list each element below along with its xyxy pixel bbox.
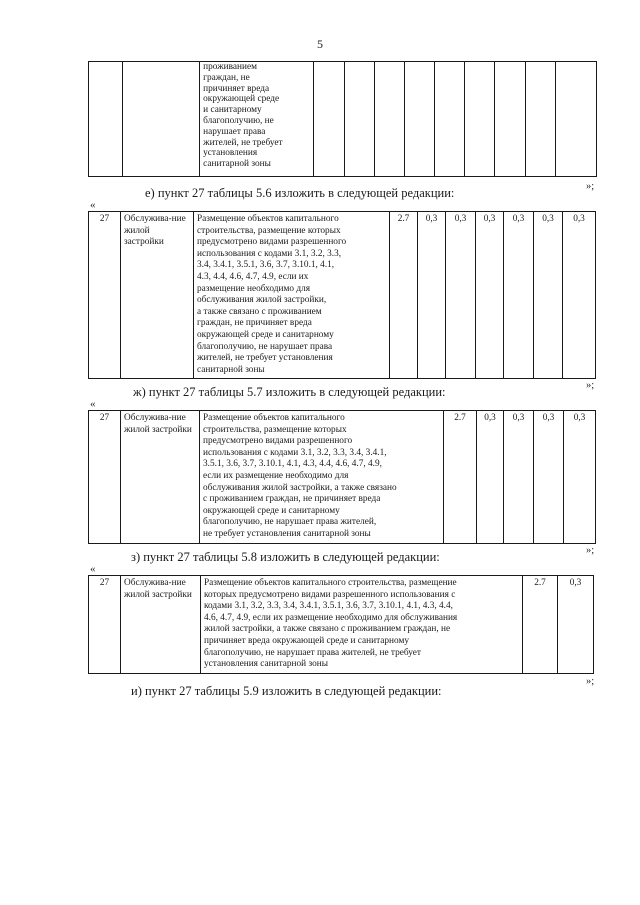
description-line: установления санитарной зоны <box>204 659 328 670</box>
section-heading: е) пункт 27 таблицы 5.6 изложить в следующей редакции: <box>145 186 455 200</box>
row-value: 0,3 <box>446 212 476 379</box>
section-heading: ж) пункт 27 таблицы 5.7 изложить в следующей редакции: <box>133 385 446 399</box>
row-name: Обслужива-ние жилой застройки <box>121 411 200 544</box>
description-line: Размещение объектов капитального <box>203 413 345 423</box>
row-value: 2.7 <box>390 212 418 379</box>
closing-quote: »; <box>586 380 595 391</box>
continuation-table <box>88 61 597 177</box>
cell-value <box>374 62 404 177</box>
description-line: 3.5.1, 3.6, 3.7, 3.10.1, 4.1, 4.3, 4.4, 4.6, 4.7, 4.9, <box>203 459 382 470</box>
row-description <box>201 576 523 674</box>
row-name: Обслужива-ние жилой застройки <box>121 212 194 379</box>
description-line: и санитарному <box>203 105 262 116</box>
row-value: 0,3 <box>476 212 504 379</box>
description-line: не требует установления санитарной зоны <box>203 528 371 539</box>
page-number: 5 <box>317 37 323 51</box>
row-number: 27 <box>89 212 121 379</box>
description-line: обслуживания жилой застройки, а также связано <box>203 482 397 493</box>
cell-value <box>314 62 344 177</box>
description-line: 3.4, 3.4.1, 3.5.1, 3.6, 3.7, 3.10.1, 4.1, <box>197 260 335 271</box>
opening-quote: « <box>90 199 96 211</box>
row-value: 0,3 <box>563 212 596 379</box>
opening-quote: « <box>90 563 96 575</box>
row-description <box>200 411 444 544</box>
description-line: санитарной зоны <box>197 364 265 375</box>
description-line: использования с кодами 3.1, 3.2, 3.3, 3.4, 3.4.1, <box>203 447 387 458</box>
description-line: благополучию, не нарушает права <box>197 341 333 352</box>
closing-quote-final: »; <box>586 676 595 687</box>
description-line: причиняет вреда <box>203 83 270 94</box>
cell-value <box>465 62 495 177</box>
description-line: которых предусмотрено видами разрешенного использования с <box>204 589 456 600</box>
description-line: а также связано с проживанием <box>197 306 322 317</box>
description-line: обслуживания жилой застройки, <box>197 295 327 306</box>
description-line: 4.6, 4.7, 4.9, если их размещение необходимо для обслуживания <box>204 612 458 623</box>
description-line: жителей, не требует установления <box>197 353 333 364</box>
description-line: если их размещение необходимо для <box>203 470 349 481</box>
description-line: окружающей среде <box>203 94 280 105</box>
description-line: предусмотрено видами разрешенного <box>197 237 347 248</box>
cell-number <box>89 62 123 177</box>
description-line: размещение необходимо для <box>197 283 311 294</box>
row-value: 2.7 <box>523 576 558 674</box>
description-line: строительства, размещение которых <box>197 225 341 236</box>
description-line: с проживанием граждан, не причиняет вреда <box>203 494 381 505</box>
row-value: 0,3 <box>564 411 596 544</box>
description-line: использования с кодами 3.1, 3.2, 3.3, <box>197 248 342 259</box>
description-line: 4.3, 4.4, 4.6, 4.7, 4.9, если их <box>197 271 309 282</box>
description-line: благополучию, не нарушает права жителей, не требует <box>204 647 421 658</box>
description-line: нарушает права <box>203 126 266 137</box>
description-line: строительства, размещение которых <box>203 424 347 435</box>
row-value: 0,3 <box>418 212 446 379</box>
description-line: кодами 3.1, 3.2, 3.3, 3.4, 3.4.1, 3.5.1, 3.6, 3.7, 3.10.1, 4.1, 4.3, 4.4, <box>204 601 453 612</box>
cell-value <box>556 62 597 177</box>
description-line: жителей, не требует <box>203 137 283 148</box>
description-line: Размещение объектов капитального <box>197 214 339 224</box>
description-line: благополучию, не <box>203 115 274 126</box>
cell-name <box>123 62 200 177</box>
row-number: 27 <box>89 576 121 674</box>
description-line: Размещение объектов капитального строительства, размещение <box>204 578 457 588</box>
closing-quote: »; <box>586 181 595 192</box>
description-line: санитарной зоны <box>203 159 271 170</box>
description-line: установления <box>203 148 258 159</box>
row-value: 0,3 <box>504 411 534 544</box>
amendment-table-5-6 <box>88 211 596 379</box>
cell-value <box>404 62 434 177</box>
opening-quote: « <box>90 398 96 410</box>
description-line: предусмотрено видами разрешенного <box>203 436 353 447</box>
row-value: 0,3 <box>534 212 563 379</box>
description-line: причиняет вреда окружающей среде и санитарному <box>204 635 410 646</box>
section-heading: з) пункт 27 таблицы 5.8 изложить в следующей редакции: <box>131 550 440 564</box>
cell-value <box>344 62 374 177</box>
row-name: Обслужива-ние жилой застройки <box>121 576 201 674</box>
description-line: благополучию, не нарушает права жителей, <box>203 517 377 528</box>
description-line: окружающей среде и санитарному <box>197 329 334 340</box>
row-value: 0,3 <box>558 576 594 674</box>
cell-value <box>434 62 464 177</box>
description-line: граждан, не причиняет вреда <box>197 318 312 329</box>
amendment-table-5-8 <box>88 575 594 674</box>
description-line: окружающей среде и санитарному <box>203 505 340 516</box>
description-line: граждан, не <box>203 72 250 83</box>
cell-value <box>495 62 526 177</box>
closing-quote: »; <box>586 545 595 556</box>
final-heading: и) пункт 27 таблицы 5.9 изложить в следующей редакции: <box>131 684 442 698</box>
cell-description <box>200 62 314 177</box>
row-description <box>194 212 390 379</box>
row-number: 27 <box>89 411 121 544</box>
row-value: 2.7 <box>444 411 477 544</box>
description-line: проживанием <box>203 62 257 72</box>
description-line: жилой застройки, а также связано с проживанием граждан, не <box>204 624 451 635</box>
row-value: 0,3 <box>504 212 534 379</box>
amendment-table-5-7 <box>88 410 596 544</box>
row-value: 0,3 <box>534 411 564 544</box>
cell-value <box>526 62 556 177</box>
row-value: 0,3 <box>477 411 504 544</box>
